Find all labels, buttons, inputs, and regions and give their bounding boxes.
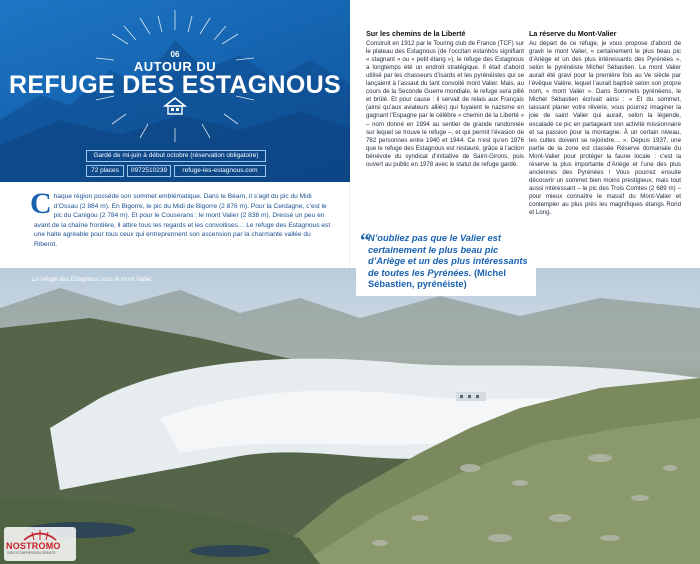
quote-text: N’oubliez pas que le Valier est certainement le plus beau pic d’Ariège et un des plus intéressants de toutes les Pyrénées. (368, 233, 528, 278)
refuge-landscape-photo (0, 268, 700, 564)
page-spine (349, 0, 350, 268)
pull-quote (368, 233, 530, 291)
places-info: 72 places (86, 165, 124, 177)
quote-author: (Michel Sébastien, pyrénéiste) (368, 267, 506, 290)
mountain-hut-icon (163, 97, 187, 115)
quote-mark: “ (360, 230, 370, 252)
logo-name: NOSTROMO (6, 541, 61, 551)
chapter-prefix: AUTOUR DU (133, 59, 217, 74)
photo-caption: Le refuge des Estagnous sous le mont Valier. (32, 277, 153, 283)
intro-text: haque région possède son sommet emblématique. Dans le Béarn, il s’agit du pic du Midi d’Ossau (2 884 m). En Bigorre, le pic du Midi de Bigorre (2 876 m). Pour la Cerdagne, c’est le pic du Canigou (2 784 m). Et pour le Couserans : le mont Valier (2 838 m). Dressé un peu en avant de la chaîne frontière, il attire tous les regards et les convoitises… Le refuge des Estagnous est une halte agréable pour tous ceux qui entreprennent son ascension par la charmante vallée du Riberot. (34, 193, 331, 248)
chapter-header (0, 0, 350, 182)
chapter-title: REFUGE DES ESTAGNOUS (9, 71, 341, 99)
intro-paragraph (30, 187, 334, 250)
column-reserve (529, 30, 681, 217)
text-reserve: Au départ de ce refuge, je vous propose d’abord de gravir le mont Valier, « certainement le plus beau pic d’Ariège et un des plus intéressants des Pyrénées », selon le pyrénéiste Michel Sébastien. Le mont Valier aurait été gravi pour la première fois au Ve siècle par l’évêque Valère, lequel l’aurait baptisé selon son propre nom, « mont Valier ». Dans Sommets pyrénéens, le Michel Sébastien écrivait ainsi : « Et du sommet, laissant planer votre rêverie, vous pourrez imaginer la joie de saint Valier qui aurait, selon la légende, escaladé ce pic en partageant son activité missionnaire et sa passion pour la montagne. À un certain niveau, les cultes doivent se rejoindre… ». Depuis 1937, une partie de la zone est classée Réserve domaniale du Mont-Valier pour protéger la faune locale : c’est la réserve la plus importante d’Ariège et l’une des plus anciennes des Pyrénées ! Vous pourrez ensuite découvrir un sommet bien moins prestigieux, mais tout aussi intéressant – le pic des Trois Comtes (2 689 m) – pour mieux connaître le massif du Mont-Valier et contempler au plus près les magnifiques étangs Rond et Long. (529, 40, 681, 217)
website-info: refuge-les-estagnous.com (174, 165, 266, 177)
heading-reserve: La réserve du Mont-Valier (529, 29, 617, 38)
chapter-number: 06 (170, 50, 180, 59)
column-liberte (366, 30, 524, 169)
season-info: Gardé de mi-juin à début octobre (réservation obligatoire) (86, 150, 266, 162)
dropcap: C (30, 187, 52, 220)
phone-info: 0972510239 (127, 165, 171, 177)
heading-liberte: Sur les chemins de la Liberté (366, 29, 466, 38)
logo-tagline: VIDEOCOMPRESSION SERVICE (7, 551, 56, 555)
text-liberte: Construit en 1912 par le Touring club de France (TCF) sur le plateau des Estagnous (de l’occitan estanhòs signifiant « stagnant » ou « petit étang »), le refuge des Estagnous a longtemps été un endroit stratégique. Il était d’abord utilisé par les chasseurs d’isards et les pyrénéistes qui se lançaient à l’assaut du tant convoité mont Valier. Mais, au cours de la Seconde Guerre mondiale, le refuge sera pillé et brûlé. Et pour cause : il servait de relais aux Français (ainsi qu’aux aviateurs alliés) qui fuyaient le nazisme en gagnant l’Espagne par le célèbre « chemin de la Liberté » – nom donné en 1994 au sentier de grande randonnée sur lequel se trouve le refuge –, et qui permit l’évasion de 782 personnes entre 1940 et 1944. Ce n’est qu’en 1976 que le refuge des Estagnous est restauré, grâce à l’action bénévole du syndicat d’initiative de Saint-Girons, puis ouvert au public en 1978 avec le statut de refuge gardé. (366, 40, 524, 168)
